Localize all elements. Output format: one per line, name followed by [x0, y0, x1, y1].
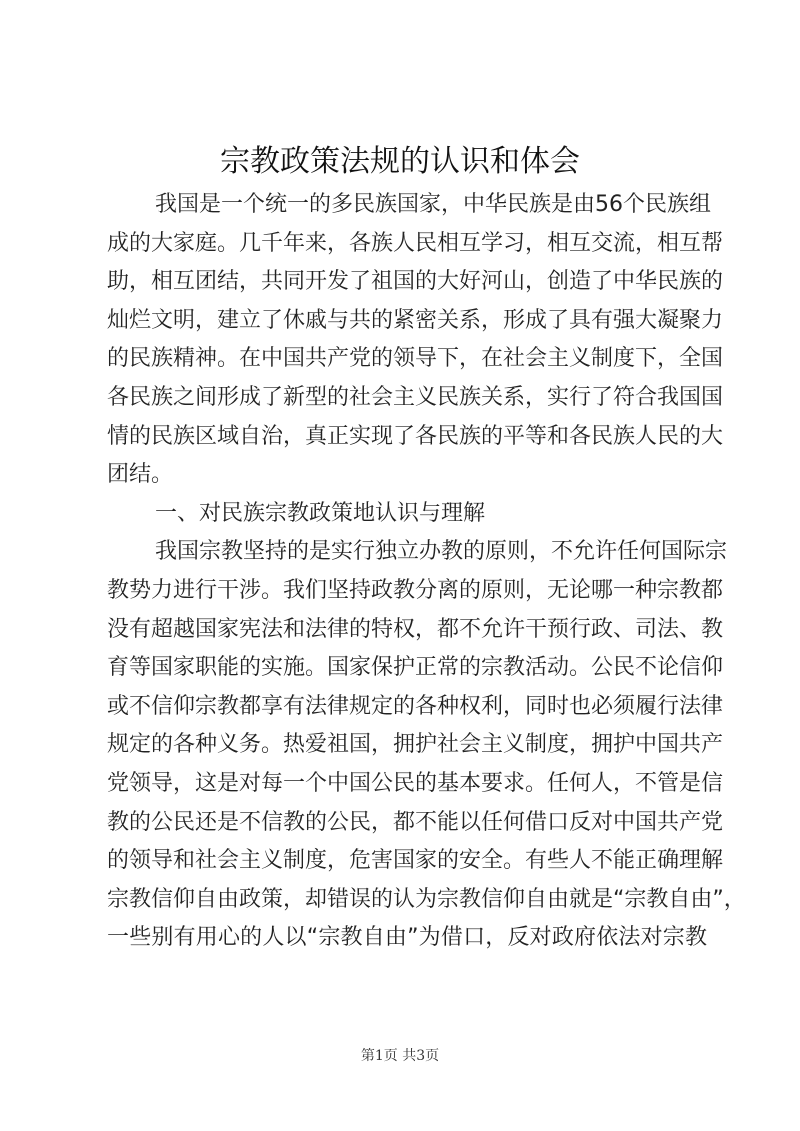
body-line: 各民族之间形成了新型的社会主义民族关系，实行了符合我国国 [107, 384, 724, 410]
body-line: 教势力进行干涉。我们坚持政教分离的原则，无论哪一种宗教都 [107, 577, 724, 603]
body-line: 规定的各种义务。热爱祖国，拥护社会主义制度，拥护中国共产 [107, 732, 724, 758]
body-line: 我国宗教坚持的是实行独立办教的原则，不允许任何国际宗 [155, 539, 728, 565]
body-line: 的领导和社会主义制度，危害国家的安全。有些人不能正确理解 [107, 848, 724, 874]
page-number-footer: 第1页 共3页 [360, 1048, 440, 1064]
body-line: 助，相互团结，共同开发了祖国的大好河山，创造了中华民族的 [107, 269, 724, 295]
body-line: 团结。 [107, 462, 174, 488]
document-title: 宗教政策法规的认识和体会 [220, 144, 580, 179]
body-line: 一些别有用心的人以“宗教自由”为借口，反对政府依法对宗教 [107, 925, 708, 951]
body-line: 党领导，这是对每一个中国公民的基本要求。任何人，不管是信 [107, 770, 724, 796]
body-line: 灿烂文明，建立了休戚与共的紧密关系，形成了具有强大凝聚力 [107, 307, 724, 333]
body-line: 育等国家职能的实施。国家保护正常的宗教活动。公民不论信仰 [107, 655, 724, 681]
document-body [107, 186, 746, 958]
body-line: 情的民族区域自治，真正实现了各民族的平等和各民族人民的大 [107, 423, 724, 449]
body-line: 宗教信仰自由政策，却错误的认为宗教信仰自由就是“宗教自由”， [107, 886, 746, 912]
body-line: 教的公民还是不信教的公民，都不能以任何借口反对中国共产党 [107, 809, 724, 835]
body-line: 成的大家庭。几千年来，各族人民相互学习，相互交流，相互帮 [107, 230, 724, 256]
body-line: 或不信仰宗教都享有法律规定的各种权利，同时也必须履行法律 [107, 693, 724, 719]
body-line: 我国是一个统一的多民族国家，中华民族是由56个民族组 [155, 192, 711, 217]
body-line: 的民族精神。在中国共产党的领导下，在社会主义制度下，全国 [107, 346, 724, 372]
body-line: 没有超越国家宪法和法律的特权，都不允许干预行政、司法、教 [107, 616, 724, 642]
section-heading: 一、对民族宗教政策地认识与理解 [155, 500, 486, 526]
